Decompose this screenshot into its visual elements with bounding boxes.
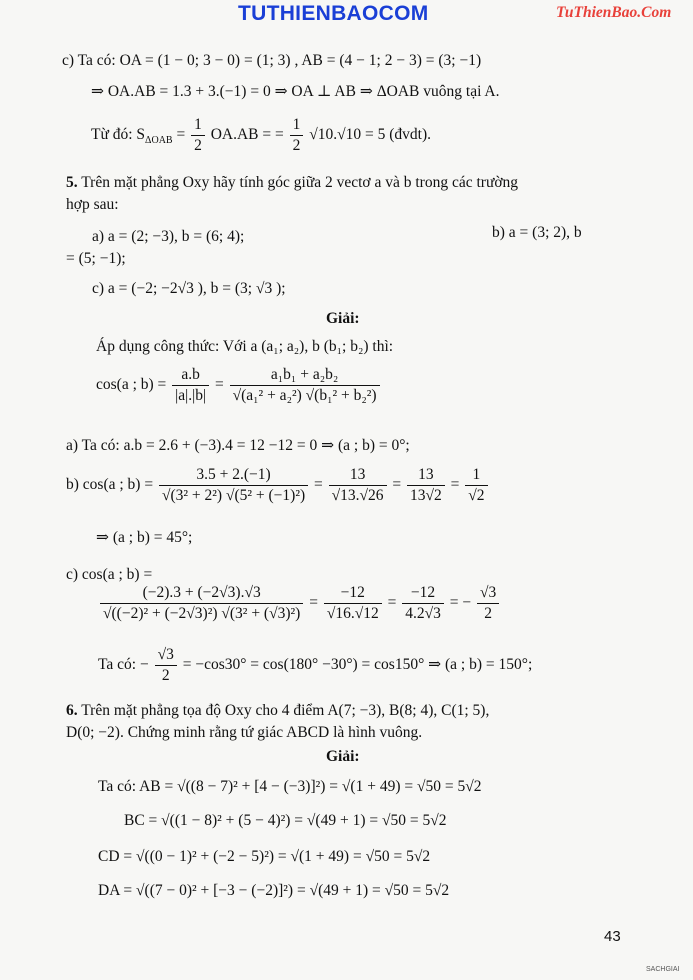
solution-5c-label: c) cos(a ; b) =: [66, 566, 153, 583]
formula-intro: Áp dụng công thức: Với a (a₁; a₂), b (b₁; b₂) thì:: [96, 338, 394, 355]
solution-5c-result: Ta có: − $\frac{√3}{2}$ = −cos30° = cos(180° −30°) = cos150° ⇒ (a ; b) = 150°;: [98, 646, 533, 684]
site-header: TUTHIENBAOCOM: [238, 2, 429, 25]
problem5-solution-heading: Giải:: [326, 310, 360, 327]
footer-logo: SACHGIAI: [646, 966, 680, 973]
distance-ab: Ta có: AB = √((8 − 7)² + [4 − (−3)]²) = √(1 + 49) = √50 = 5√2: [98, 778, 482, 795]
problem6-statement: 6. Trên mặt phẳng tọa độ Oxy cho 4 điểm A(7; −3), B(8; 4), C(1; 5),: [66, 702, 490, 719]
problem5-case-b-cont: = (5; −1);: [66, 250, 126, 267]
solution-5c: $\frac{(-2).3 + (-2√3).√3}{\text{√((−2)² + (−2√3)²) √(3² + (√3)²)}}$ = $\frac{-12}{√16.√12}$ = $\frac{-12}{4.2√3}$ = − $\frac{√3}{2}$: [98, 584, 501, 623]
angle-formula: cos(a ; b) = $\frac{a.b}{|a|.|b|}$ = $\frac{\text{a₁b₁ + a₂b₂}}{\text{√(a₁² + a₂²) √(b₁² + b₂²)}}$: [96, 366, 382, 405]
problem5-case-b: b) a = (3; 2), b: [492, 224, 582, 241]
problem5-statement: 5. Trên mặt phẳng Oxy hãy tính góc giữa 2 vectơ a và b trong các trường: [66, 174, 519, 191]
prev-part-c-line2: ⇒ OA.AB = 1.3 + 3.(−1) = 0 ⇒ OA ⊥ AB ⇒ ΔOAB vuông tại A.: [91, 83, 500, 100]
problem6-solution-heading: Giải:: [326, 748, 360, 765]
problem5-case-c: c) a = (−2; −2√3 ), b = (3; √3 );: [92, 280, 286, 297]
distance-bc: BC = √((1 − 8)² + (5 − 4)²) = √(49 + 1) = √50 = 5√2: [124, 812, 447, 829]
distance-cd: CD = √((0 − 1)² + (−2 − 5)²) = √(1 + 49) = √50 = 5√2: [98, 848, 431, 865]
prev-part-c-line3: Từ đó: $S_{\Delta OAB}$ = $\frac{1}{2}$ OA.AB = = $\frac{1}{2}$ √10.√10 = 5 (đvdt).: [91, 116, 432, 154]
distance-da: DA = √((7 − 0)² + [−3 − (−2)]²) = √(49 + 1) = √50 = 5√2: [98, 882, 450, 899]
problem6-statement-2: D(0; −2). Chứng minh rằng tứ giác ABCD là hình vuông.: [66, 724, 423, 741]
prev-part-c-line1: c) Ta có: OA = (1 − 0; 3 − 0) = (1; 3) , AB = (4 − 1; 2 − 3) = (3; −1): [62, 52, 482, 69]
page-number: 43: [604, 928, 621, 945]
problem5-statement-2: hợp sau:: [66, 196, 119, 213]
solution-5a: a) Ta có: a.b = 2.6 + (−3).4 = 12 −12 = 0 ⇒ (a ; b) = 0°;: [66, 437, 410, 454]
solution-5b-result: ⇒ (a ; b) = 45°;: [96, 529, 193, 546]
problem5-case-a: a) a = (2; −3), b = (6; 4);: [92, 228, 245, 245]
brand-logo: TuThienBao.Com: [556, 4, 672, 21]
solution-5b: b) cos(a ; b) = $\frac{3.5 + 2.(-1)}{\text{√(3² + 2²) √(5² + (−1)²)}}$ = $\frac{13}{√13.√26}$ = $\frac{13}{13√2}$ = $\frac{1}{√2}$: [66, 466, 490, 505]
